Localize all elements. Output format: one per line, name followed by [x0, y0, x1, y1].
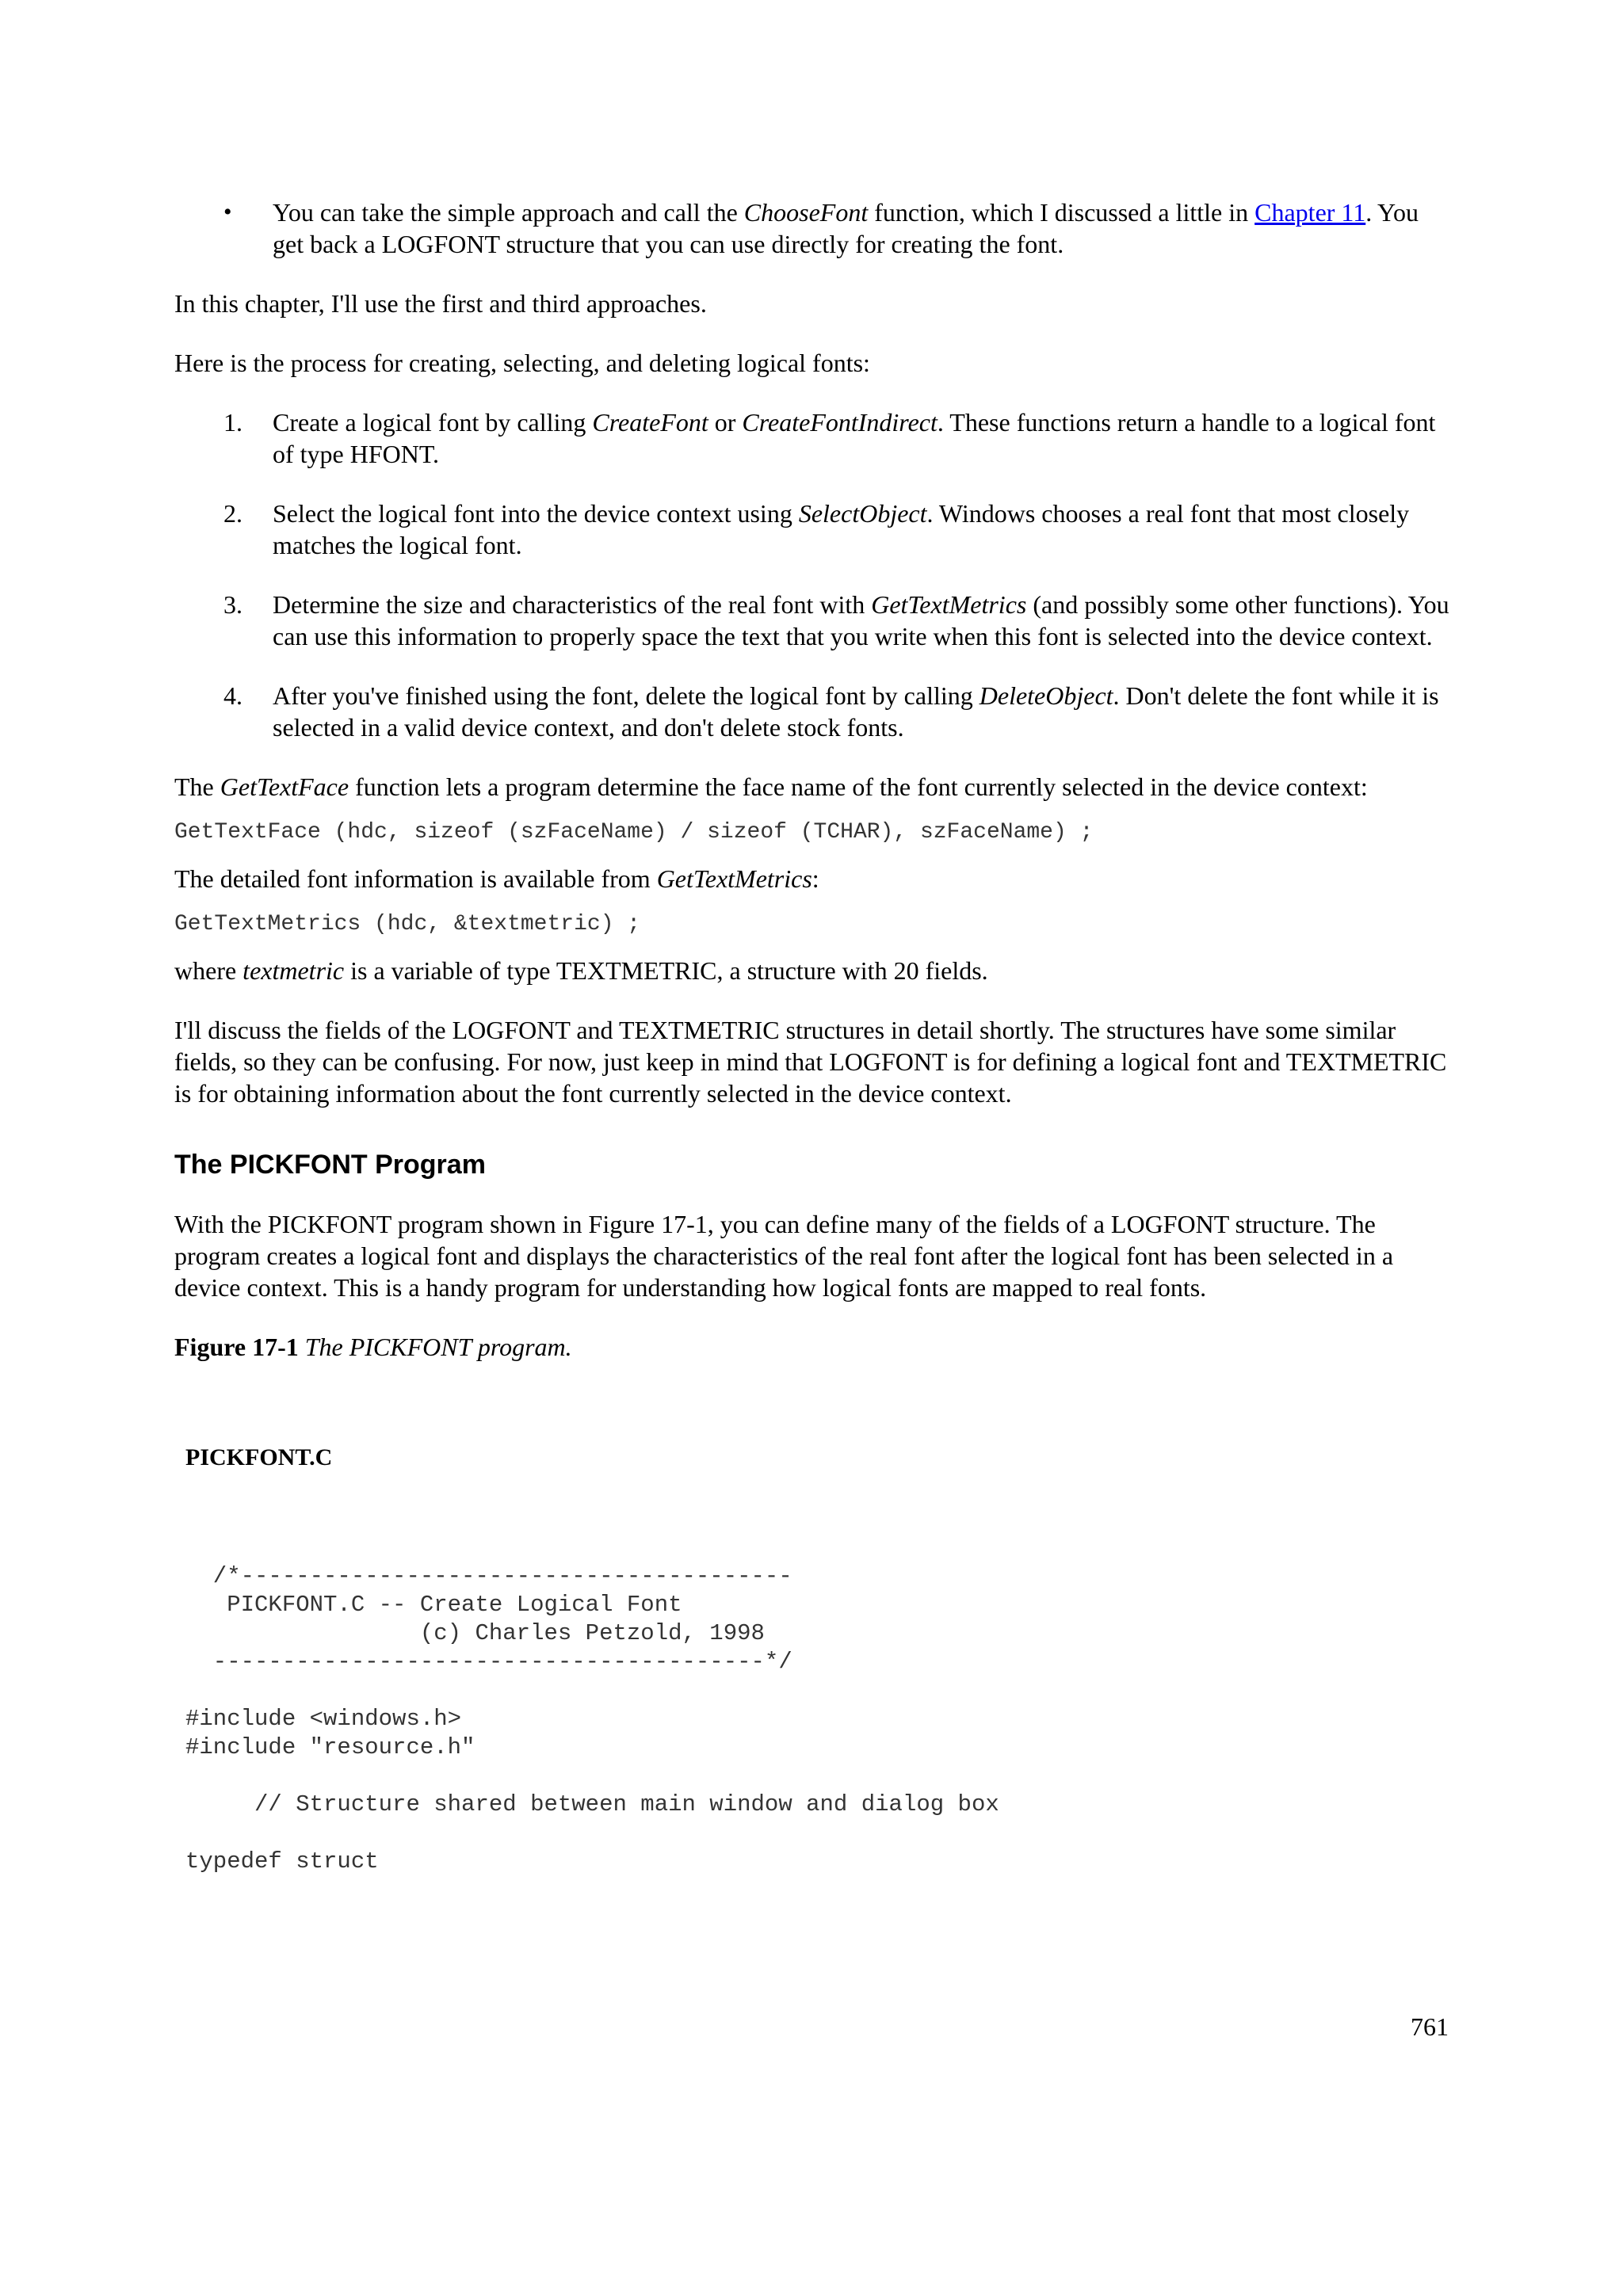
paragraph: I'll discuss the fields of the LOGFONT and TEXTMETRIC structures in detail shortly. The structures have some similar fields, so they can be confusing. For now, just keep in mind that LOGFONT is for defining a logical font and TEXTMETRIC is for obtaining information about the font currently selected in the device context. — [174, 1016, 1447, 1108]
list-number: 4. — [223, 681, 242, 710]
code-snippet: GetTextFace (hdc, sizeof (szFaceName) / sizeof (TCHAR), szFaceName) ; — [174, 820, 1094, 845]
code-listing: /*---------------------------------------- PICKFONT.C -- Create Logical Font (c) Charles Petzold, 1998 ----------------------------------------*/ #include <windows.h> #include "resource.h" // Structure shared between main window and dialog box typedef struct — [185, 1563, 999, 1875]
list-item: 2. Select the logical font into the device context using SelectObject. Windows chooses a real font that most closely matches the logical font. — [223, 499, 1410, 559]
paragraph: The detailed font information is available from GetTextMetrics: — [174, 864, 819, 893]
bullet-item — [174, 196, 1452, 260]
list-item: 4. After you've finished using the font, delete the logical font by calling DeleteObject. Don't delete the font while it is selected in a valid device context, and don't delete stock fonts. — [223, 681, 1439, 742]
page-content — [174, 196, 1452, 1876]
paragraph: In this chapter, I'll use the first and third approaches. — [174, 289, 707, 318]
paragraph: Here is the process for creating, selecting, and deleting logical fonts: — [174, 349, 870, 377]
list-number: 3. — [223, 590, 242, 619]
listing-title: PICKFONT.C — [185, 1444, 333, 1470]
code-snippet: GetTextMetrics (hdc, &textmetric) ; — [174, 912, 641, 936]
bullet-icon: • — [223, 199, 232, 225]
page-number: 761 — [1411, 2012, 1449, 2041]
section-heading: The PICKFONT Program — [174, 1150, 486, 1180]
list-number: 2. — [223, 499, 242, 528]
chapter-link[interactable]: Chapter 11 — [1254, 198, 1366, 227]
steps-list — [174, 406, 1452, 743]
paragraph: With the PICKFONT program shown in Figure 17-1, you can define many of the fields of a LOGFONT structure. The program creates a logical font and displays the characteristics of the real font after the logical font has been selected in a device context. This is a handy program for understanding how logical fonts are mapped to real fonts. — [174, 1210, 1394, 1302]
figure-caption: Figure 17-1 The PICKFONT program. — [174, 1333, 572, 1361]
list-item: 3. Determine the size and characteristics of the real font with GetTextMetrics (and possibly some other functions). You can use this information to properly space the text that you write when this font is selected into the device context. — [223, 590, 1449, 650]
paragraph: The GetTextFace function lets a program determine the face name of the font currently selected in the device context: — [174, 772, 1368, 801]
list-item: 1. Create a logical font by calling CreateFont or CreateFontIndirect. These functions return a handle to a logical font of type HFONT. — [223, 408, 1436, 468]
list-number: 1. — [223, 408, 242, 437]
bullet-text: You can take the simple approach and call the ChooseFont function, which I discussed a little in Chapter 11. You get back a LOGFONT structure that you can use directly for creating the font. — [273, 198, 1419, 258]
paragraph: where textmetric is a variable of type TEXTMETRIC, a structure with 20 fields. — [174, 956, 988, 985]
